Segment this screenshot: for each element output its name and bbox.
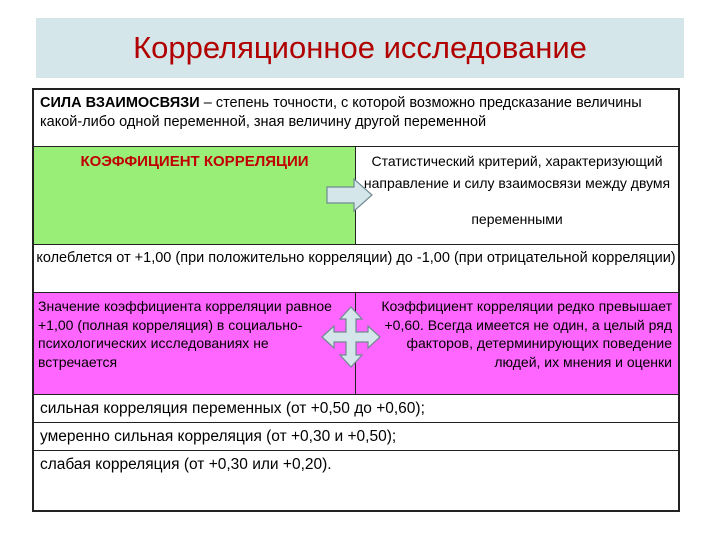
left-note-box xyxy=(34,292,356,394)
definition-term: СИЛА ВЗАИМОСВЯЗИ xyxy=(40,95,200,111)
coefficient-label: КОЭФФИЦИЕНТ КОРРЕЛЯЦИИ xyxy=(80,153,309,170)
four-way-arrow-icon xyxy=(321,306,381,368)
definition-text: – степень точности, с которой возможно предсказание величины какой-либо одной переменной, зная величину другой переменной xyxy=(40,95,642,130)
coefficient-box xyxy=(34,146,356,244)
level-weak xyxy=(34,450,678,510)
range-text: колеблется от +1,00 (при положительно корреляции) до -1,00 (при отрицательной корреляции) xyxy=(36,250,676,266)
criterion-box xyxy=(356,146,678,244)
criterion-text: Статистический критерий, характеризующий направление и силу взаимосвязи между двумя xyxy=(363,153,671,191)
right-note-text: Коэффициент корреляции редко превышает +0,60. Всегда имеется не один, а целый ряд факторов, детерминирующих поведение людей, их мнения и оценки xyxy=(381,298,672,370)
level-moderate xyxy=(34,422,678,450)
criterion-tail: переменными xyxy=(471,211,563,227)
level-strong-text: сильная корреляция переменных (от +0,50 до +0,60); xyxy=(40,400,425,417)
level-strong xyxy=(34,394,678,422)
title-bar xyxy=(36,18,684,78)
level-moderate-text: умеренно сильная корреляция (от +0,30 и +0,50); xyxy=(40,428,397,445)
range-block xyxy=(34,244,678,292)
right-arrow-icon xyxy=(326,178,374,212)
right-note-box xyxy=(356,292,678,394)
left-note-text: Значение коэффициента корреляции равное +1,00 (полная корреляция) в социально-психологических исследованиях не встречается xyxy=(38,298,332,370)
definition-block xyxy=(34,90,678,146)
page-title: Корреляционное исследование xyxy=(133,30,587,65)
level-weak-text: слабая корреляция (от +0,30 или +0,20). xyxy=(40,456,332,473)
